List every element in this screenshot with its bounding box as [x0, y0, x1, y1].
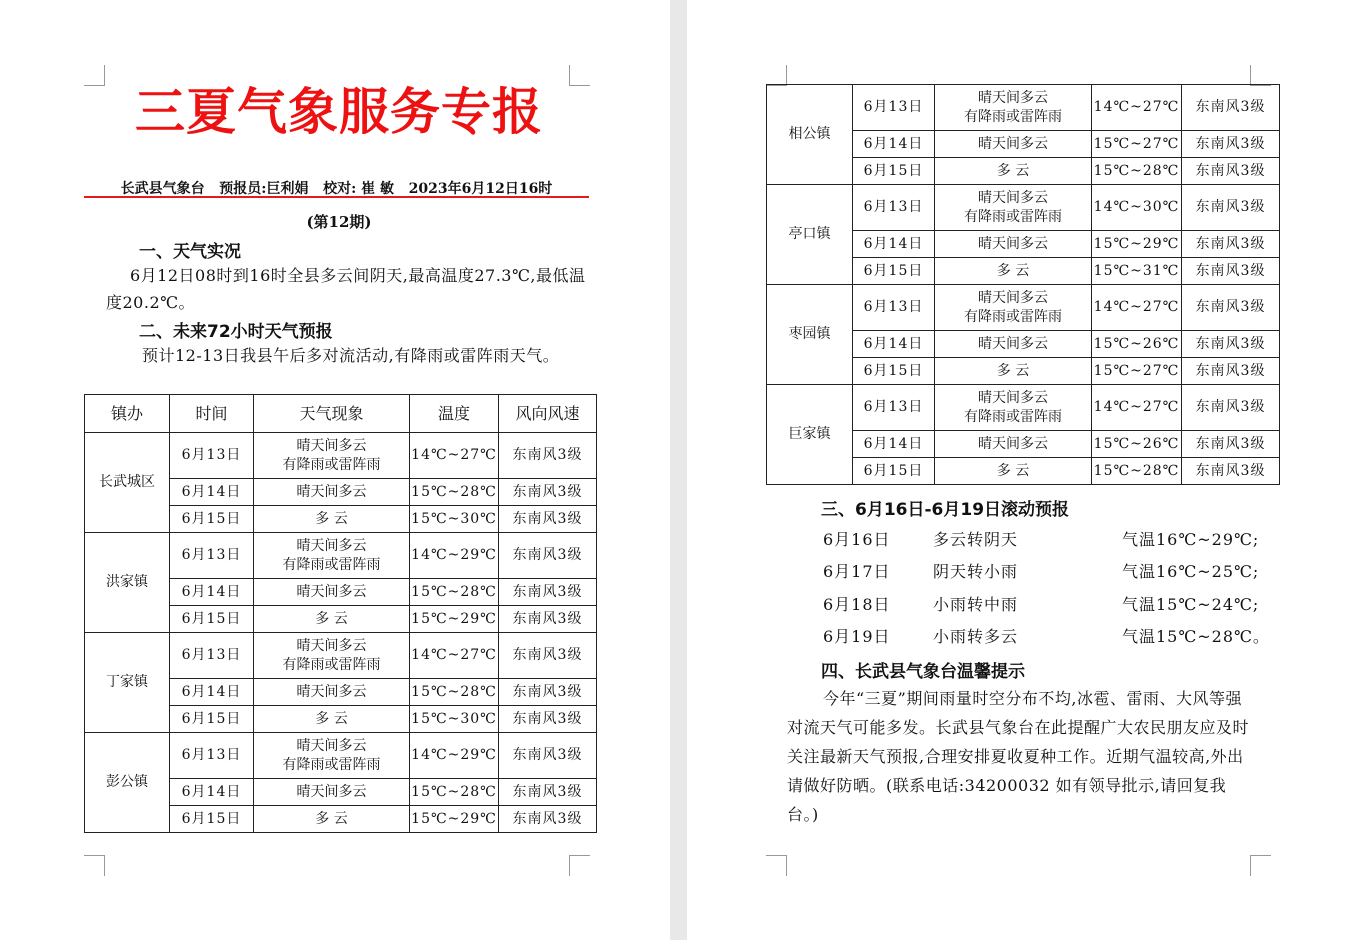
weather-line: 晴天间多云 [296, 683, 367, 700]
date-cell: 6月15日 [853, 458, 935, 485]
weather-cell [254, 679, 410, 706]
date-cell: 6月15日 [853, 158, 935, 185]
weather-cell [935, 158, 1092, 185]
weather-line: 有降雨或雷阵雨 [964, 308, 1062, 325]
weather-line: 有降雨或雷阵雨 [282, 756, 381, 773]
wind-cell: 东南风3级 [499, 733, 597, 779]
temperature-cell: 14℃~29℃ [410, 533, 499, 579]
weather-cell [254, 579, 410, 606]
rolling-date: 6月19日 [823, 627, 891, 646]
forecast-table [84, 394, 597, 833]
weather-cell [254, 806, 410, 833]
weather-cell [254, 533, 410, 579]
temperature-cell: 15℃~30℃ [410, 506, 499, 533]
date-cell: 6月13日 [170, 633, 254, 679]
weather-line: 多 云 [996, 262, 1030, 279]
town-cell: 彭公镇 [85, 733, 170, 833]
town-cell: 亭口镇 [767, 185, 853, 285]
temperature-cell: 14℃~27℃ [410, 433, 499, 479]
weather-line: 晴天间多云 [978, 435, 1048, 452]
temperature-cell: 15℃~26℃ [1092, 331, 1182, 358]
temperature-cell: 15℃~28℃ [1092, 458, 1182, 485]
date-cell: 6月14日 [853, 231, 935, 258]
date-cell: 6月14日 [170, 579, 254, 606]
weather-line: 晴天间多云 [978, 289, 1048, 306]
weather-cell [254, 479, 410, 506]
table-row [85, 633, 597, 679]
date-cell: 6月15日 [170, 806, 254, 833]
rolling-temperature: 气温16℃~29℃; [1122, 530, 1260, 549]
temperature-cell: 14℃~27℃ [1092, 85, 1182, 131]
column-header: 时间 [170, 395, 254, 433]
temperature-cell: 15℃~29℃ [410, 606, 499, 633]
weather-line: 晴天间多云 [296, 637, 367, 654]
weather-line: 晴天间多云 [978, 189, 1048, 206]
weather-line: 多 云 [315, 610, 348, 627]
section-heading: 四、长武县气象台温馨提示 [821, 662, 1025, 682]
date-cell: 6月13日 [853, 285, 935, 331]
temperature-cell: 15℃~28℃ [410, 579, 499, 606]
date-cell: 6月14日 [853, 131, 935, 158]
temperature-cell: 15℃~28℃ [1092, 158, 1182, 185]
forecast-table [766, 84, 1280, 485]
weather-cell [935, 231, 1092, 258]
weather-line: 多 云 [315, 710, 348, 727]
date-cell: 6月13日 [853, 385, 935, 431]
weather-line: 晴天间多云 [296, 437, 367, 454]
wind-cell: 东南风3级 [499, 633, 597, 679]
weather-line: 有降雨或雷阵雨 [282, 456, 381, 473]
section-heading: 三、6月16日-6月19日滚动预报 [821, 500, 1070, 520]
wind-cell: 东南风3级 [499, 533, 597, 579]
page-1 [0, 0, 670, 940]
wind-cell: 东南风3级 [1182, 231, 1280, 258]
wind-cell: 东南风3级 [1182, 85, 1280, 131]
rolling-date: 6月17日 [823, 562, 891, 581]
weather-cell [254, 733, 410, 779]
wind-cell: 东南风3级 [1182, 385, 1280, 431]
date-cell: 6月13日 [853, 85, 935, 131]
date-cell: 6月14日 [170, 479, 254, 506]
section-heading: 二、未来72小时天气预报 [139, 322, 333, 342]
temperature-cell: 15℃~29℃ [410, 806, 499, 833]
date-cell: 6月15日 [170, 706, 254, 733]
weather-line: 晴天间多云 [978, 89, 1048, 106]
temperature-cell: 15℃~27℃ [1092, 358, 1182, 385]
town-cell: 长武城区 [85, 433, 170, 533]
town-cell: 相公镇 [767, 85, 853, 185]
date-cell: 6月14日 [170, 679, 254, 706]
temperature-cell: 14℃~27℃ [410, 633, 499, 679]
margin-mark [569, 855, 590, 876]
weather-cell [935, 85, 1092, 131]
section-heading: 一、天气实况 [139, 242, 241, 262]
wind-cell: 东南风3级 [1182, 158, 1280, 185]
date-cell: 6月15日 [853, 358, 935, 385]
column-header: 风向风速 [499, 395, 597, 433]
margin-mark [1250, 855, 1271, 876]
town-cell: 枣园镇 [767, 285, 853, 385]
report-header [84, 178, 589, 198]
table-row [767, 85, 1280, 131]
date-cell: 6月14日 [170, 779, 254, 806]
weather-line: 多 云 [996, 162, 1030, 179]
weather-line: 晴天间多云 [978, 389, 1048, 406]
date-cell: 6月14日 [853, 331, 935, 358]
rolling-weather: 小雨转多云 [933, 627, 1019, 646]
temperature-cell: 15℃~30℃ [410, 706, 499, 733]
weather-line: 有降雨或雷阵雨 [282, 656, 381, 673]
table-row [767, 385, 1280, 431]
wind-cell: 东南风3级 [499, 606, 597, 633]
weather-line: 晴天间多云 [296, 737, 367, 754]
temperature-cell: 15℃~28℃ [410, 679, 499, 706]
temperature-cell: 14℃~27℃ [1092, 285, 1182, 331]
weather-line: 晴天间多云 [296, 537, 367, 554]
wind-cell: 东南风3级 [1182, 458, 1280, 485]
weather-cell [935, 285, 1092, 331]
wind-cell: 东南风3级 [1182, 185, 1280, 231]
weather-line: 有降雨或雷阵雨 [964, 208, 1062, 225]
wind-cell: 东南风3级 [1182, 331, 1280, 358]
temperature-cell: 15℃~27℃ [1092, 131, 1182, 158]
weather-cell [254, 606, 410, 633]
wind-cell: 东南风3级 [499, 779, 597, 806]
weather-line: 有降雨或雷阵雨 [964, 408, 1062, 425]
weather-cell [935, 431, 1092, 458]
table-header-row [85, 395, 597, 433]
weather-cell [935, 185, 1092, 231]
weather-cell [254, 433, 410, 479]
table-row [767, 285, 1280, 331]
weather-line: 多 云 [996, 462, 1030, 479]
section-text: 今年“三夏”期间雨量时空分布不均,冰雹、雷雨、大风等强对流天气可能多发。长武县气象台在此提醒广大农民朋友应及时关注最新天气预报,合理安排夏收夏种工作。近期气温较高,外出请做好防晒。(联系电话:34200032 如有领导批示,请回复我台。) [787, 689, 1250, 824]
date-cell: 6月13日 [170, 733, 254, 779]
town-cell: 巨家镇 [767, 385, 853, 485]
weather-line: 多 云 [315, 810, 348, 827]
header-station: 长武县气象台 [120, 181, 205, 197]
rolling-weather: 多云转阴天 [933, 530, 1019, 549]
weather-cell [935, 331, 1092, 358]
date-cell: 6月15日 [853, 258, 935, 285]
page-2 [687, 0, 1351, 940]
margin-mark [766, 855, 787, 876]
table-row [767, 185, 1280, 231]
wind-cell: 东南风3级 [499, 579, 597, 606]
wind-cell: 东南风3级 [499, 506, 597, 533]
weather-cell [254, 506, 410, 533]
weather-cell [254, 779, 410, 806]
wind-cell: 东南风3级 [499, 479, 597, 506]
weather-line: 晴天间多云 [296, 583, 367, 600]
weather-line: 有降雨或雷阵雨 [964, 108, 1062, 125]
date-cell: 6月15日 [170, 506, 254, 533]
wind-cell: 东南风3级 [1182, 285, 1280, 331]
margin-mark [766, 65, 787, 86]
rolling-weather: 小雨转中雨 [933, 595, 1019, 614]
table-row [85, 533, 597, 579]
date-cell: 6月13日 [853, 185, 935, 231]
header-proof: 校对: 崔 敏 [323, 181, 395, 197]
wind-cell: 东南风3级 [499, 806, 597, 833]
wind-cell: 东南风3级 [499, 706, 597, 733]
weather-cell [254, 633, 410, 679]
weather-line: 晴天间多云 [978, 235, 1048, 252]
table-row [85, 433, 597, 479]
temperature-cell: 14℃~27℃ [1092, 385, 1182, 431]
wind-cell: 东南风3级 [1182, 258, 1280, 285]
column-header: 镇办 [85, 395, 170, 433]
wind-cell: 东南风3级 [1182, 431, 1280, 458]
table-row [85, 733, 597, 779]
header-date: 2023年6月12日16时 [408, 181, 553, 197]
temperature-cell: 15℃~28℃ [410, 479, 499, 506]
margin-mark [1250, 65, 1271, 86]
rolling-temperature: 气温16℃~25℃; [1122, 562, 1260, 581]
temperature-cell: 15℃~29℃ [1092, 231, 1182, 258]
rolling-date: 6月18日 [823, 595, 891, 614]
wind-cell: 东南风3级 [499, 433, 597, 479]
rolling-temperature: 气温15℃~28℃。 [1122, 627, 1270, 646]
temperature-cell: 15℃~28℃ [410, 779, 499, 806]
section-text: 预计12-13日我县午后多对流活动,有降雨或雷阵雨天气。 [142, 346, 560, 365]
column-header: 天气现象 [254, 395, 410, 433]
weather-line: 多 云 [996, 362, 1030, 379]
weather-cell [935, 358, 1092, 385]
rolling-temperature: 气温15℃~24℃; [1122, 595, 1260, 614]
wind-cell: 东南风3级 [1182, 131, 1280, 158]
weather-line: 晴天间多云 [296, 783, 367, 800]
issue-number: (第12期) [306, 213, 372, 231]
weather-line: 晴天间多云 [978, 135, 1048, 152]
temperature-cell: 14℃~30℃ [1092, 185, 1182, 231]
weather-line: 晴天间多云 [296, 483, 367, 500]
date-cell: 6月15日 [170, 606, 254, 633]
weather-cell [935, 458, 1092, 485]
temperature-cell: 15℃~26℃ [1092, 431, 1182, 458]
temperature-cell: 15℃~31℃ [1092, 258, 1182, 285]
weather-line: 晴天间多云 [978, 335, 1048, 352]
column-header: 温度 [410, 395, 499, 433]
weather-cell [935, 385, 1092, 431]
date-cell: 6月13日 [170, 533, 254, 579]
temperature-cell: 14℃~29℃ [410, 733, 499, 779]
rolling-weather: 阴天转小雨 [933, 562, 1019, 581]
date-cell: 6月13日 [170, 433, 254, 479]
wind-cell: 东南风3级 [499, 679, 597, 706]
margin-mark [84, 855, 105, 876]
weather-line: 有降雨或雷阵雨 [282, 556, 381, 573]
report-title: 三夏气象服务专报 [135, 83, 543, 141]
weather-line: 多 云 [315, 510, 348, 527]
rolling-date: 6月16日 [823, 530, 891, 549]
weather-cell [254, 706, 410, 733]
section-text: 6月12日08时到16时全县多云间阴天,最高温度27.3℃,最低温度20.2℃。 [106, 266, 586, 312]
weather-cell [935, 131, 1092, 158]
date-cell: 6月14日 [853, 431, 935, 458]
header-forecaster: 预报员:巨利娟 [219, 181, 309, 197]
weather-cell [935, 258, 1092, 285]
town-cell: 洪家镇 [85, 533, 170, 633]
town-cell: 丁家镇 [85, 633, 170, 733]
wind-cell: 东南风3级 [1182, 358, 1280, 385]
